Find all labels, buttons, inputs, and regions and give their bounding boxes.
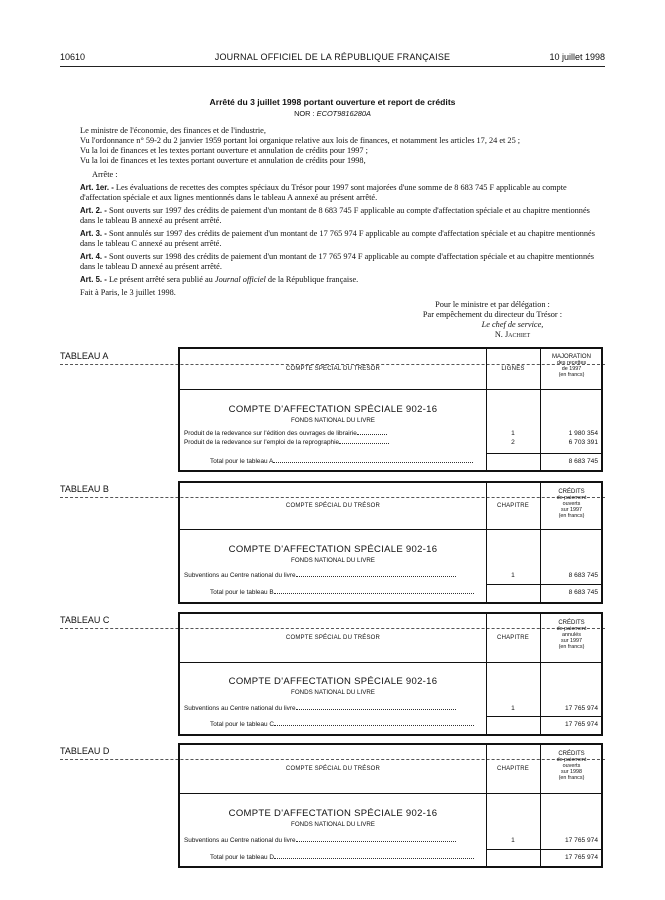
- page-number: 10610: [60, 52, 86, 62]
- account-subtitle: FONDS NATIONAL DU LIVRE: [291, 557, 375, 564]
- total-value: 17 765 974: [564, 721, 598, 728]
- total-value: 8 683 745: [568, 458, 598, 465]
- account-title: COMPTE D'AFFECTATION SPÉCIALE 902-16: [228, 544, 438, 555]
- account-subtitle: FONDS NATIONAL DU LIVRE: [291, 821, 375, 828]
- col-header-amount: [540, 620, 603, 650]
- header-rule: [180, 662, 601, 663]
- table-row-mid: 1: [511, 572, 515, 579]
- header-line: (en francs): [558, 775, 585, 781]
- nor-line: [0, 109, 665, 118]
- header-rule: [180, 529, 601, 530]
- total-label: Total pour le tableau D: [210, 854, 474, 861]
- header-line: CRÉDITS: [558, 620, 585, 626]
- header-line: ouverts: [562, 501, 581, 507]
- header-line: CRÉDITS: [558, 751, 585, 757]
- decree-body: [80, 126, 605, 180]
- col-header-account: COMPTE SPÉCIAL DU TRÉSOR: [285, 766, 381, 772]
- arrete-line: Arrête :: [92, 170, 118, 179]
- table-row-value: 17 765 974: [564, 705, 598, 712]
- signature-name: N. Jachiet: [494, 330, 531, 339]
- account-subtitle: FONDS NATIONAL DU LIVRE: [291, 417, 375, 424]
- table-row-label: Produit de la redevance sur l'emploi de la reprographie: [184, 439, 389, 446]
- table-label-a: TABLEAU A: [60, 351, 109, 361]
- total-value: 17 765 974: [564, 854, 598, 861]
- col-header-amount: [540, 751, 603, 781]
- article-label: Art. 2. -: [80, 206, 107, 215]
- col-header-account: COMPTE SPÉCIAL DU TRÉSOR: [285, 366, 381, 372]
- articles-block: [80, 183, 605, 298]
- signature-line: Par empêchement du directeur du Trésor :: [422, 310, 563, 319]
- article-text: Sont annulés sur 1997 des crédits de paiement d'un montant de 17 765 974 F applicable au compte d'affectation spéciale et au chapitre mentionnés dans le tableau C annexé au présent arrêté.: [80, 229, 595, 248]
- journal-title: JOURNAL OFFICIEL DE LA RÉPUBLIQUE FRANÇAISE: [214, 52, 451, 62]
- intro-line: Vu la loi de finances et les textes portant ouverture et annulation de crédits pour 1998,: [80, 156, 366, 165]
- signature-role: Le chef de service,: [481, 320, 544, 329]
- total-label: Total pour le tableau A: [210, 458, 473, 465]
- header-rule: [180, 389, 601, 390]
- article-4: [80, 252, 605, 272]
- header-line: ouverts: [562, 763, 581, 769]
- article-text: Les évaluations de recettes des comptes spéciaux du Trésor pour 1997 sont majorées d'une somme de 8 683 745 F applicable au compte d'affectation spéciale et aux lignes mentionnés dans le tableau A annexé au présent arrêté.: [80, 183, 567, 202]
- table-row-label: Subventions au Centre national du livre: [184, 837, 456, 844]
- col-header-mid: LIGNES: [501, 366, 525, 372]
- col-header-amount: [540, 489, 603, 519]
- article-label: Art. 4. -: [80, 252, 107, 261]
- header-line: des recettes: [556, 360, 587, 366]
- table-row-label: Subventions au Centre national du livre: [184, 572, 456, 579]
- article-5: [80, 275, 605, 285]
- header-line: (en francs): [558, 644, 585, 650]
- header-line: (en francs): [558, 513, 585, 519]
- header-line: sur 1997: [561, 638, 582, 644]
- account-title: COMPTE D'AFFECTATION SPÉCIALE 902-16: [228, 808, 438, 819]
- col-header-account: COMPTE SPÉCIAL DU TRÉSOR: [285, 503, 381, 509]
- article-2: [80, 206, 605, 226]
- header-line: de paiement: [556, 757, 587, 763]
- table-b: [178, 481, 603, 604]
- table-row-value: 17 765 974: [564, 837, 598, 844]
- header-line: annulés: [562, 632, 581, 638]
- article-text: Sont ouverts sur 1998 des crédits de paiement d'un montant de 17 765 974 F applicable au compte d'affectation spéciale et au chapitre mentionnés dans le tableau D annexé au présent arrêté.: [80, 252, 595, 271]
- article-label: Art. 1er. -: [80, 183, 114, 192]
- article-label: Art. 3. -: [80, 229, 107, 238]
- col-header-mid: CHAPITRE: [497, 766, 529, 772]
- table-label-d: TABLEAU D: [60, 746, 110, 756]
- account-subtitle: FONDS NATIONAL DU LIVRE: [291, 689, 375, 696]
- header-line: de 1997: [561, 366, 582, 372]
- total-rule: [486, 584, 601, 585]
- header-line: (en francs): [558, 372, 585, 378]
- table-row-mid: 2: [511, 439, 515, 446]
- total-value: 8 683 745: [568, 589, 598, 596]
- account-title: COMPTE D'AFFECTATION SPÉCIALE 902-16: [228, 676, 438, 687]
- table-c: [178, 612, 603, 736]
- total-rule: [486, 716, 601, 717]
- table-row-label: Produit de la redevance sur l'édition des ouvrages de librairie: [184, 430, 387, 437]
- article-3: [80, 229, 605, 249]
- col-header-amount: [540, 354, 603, 378]
- total-label: Total pour le tableau C: [210, 721, 474, 728]
- table-label-b: TABLEAU B: [60, 484, 109, 494]
- column-rule: [486, 745, 487, 866]
- table-row-label: Subventions au Centre national du livre: [184, 705, 456, 712]
- article-text-italic: Journal officiel: [214, 275, 266, 284]
- table-a: [178, 347, 603, 472]
- header-line: de paiement: [556, 626, 587, 632]
- table-d: [178, 743, 603, 868]
- header-line: MAJORATION: [552, 354, 591, 360]
- signature-line: Pour le ministre et par délégation :: [435, 300, 550, 309]
- table-row-mid: 1: [511, 705, 515, 712]
- table-row-mid: 1: [511, 837, 515, 844]
- header-line: CRÉDITS: [558, 489, 585, 495]
- article-text-before: Le présent arrêté sera publié au: [108, 275, 215, 284]
- signature-block: [380, 300, 605, 340]
- issue-date: 10 juillet 1998: [549, 52, 605, 62]
- header-rule: [180, 793, 601, 794]
- header-line: sur 1997: [561, 507, 582, 513]
- article-label: Art. 5. -: [80, 275, 107, 284]
- table-row-value: 1 980 354: [568, 430, 598, 437]
- col-header-mid: CHAPITRE: [497, 635, 529, 641]
- table-row-value: 8 683 745: [568, 572, 598, 579]
- intro-line: Vu l'ordonnance n° 59-2 du 2 janvier 1959 portant loi organique relative aux lois de finances, et notamment les articles 17, 24 et 25 ;: [80, 136, 521, 145]
- col-header-mid: CHAPITRE: [497, 503, 529, 509]
- header-line: de paiement: [556, 495, 587, 501]
- table-label-c: TABLEAU C: [60, 615, 110, 625]
- article-1: [80, 183, 605, 203]
- header-rule: [60, 66, 605, 67]
- col-header-account: COMPTE SPÉCIAL DU TRÉSOR: [285, 635, 381, 641]
- intro-line: Le ministre de l'économie, des finances et de l'industrie,: [80, 126, 266, 135]
- header-line: sur 1998: [561, 769, 582, 775]
- total-rule: [486, 849, 601, 850]
- article-text: Sont ouverts sur 1997 des crédits de paiement d'un montant de 8 683 745 F applicable au compte d'affectation spéciale et au chapitre mentionnés dans le tableau B annexé au présent arrêté.: [80, 206, 590, 225]
- total-label: Total pour le tableau B: [210, 589, 474, 596]
- table-row-mid: 1: [511, 430, 515, 437]
- done-at: Fait à Paris, le 3 juillet 1998.: [80, 288, 176, 297]
- total-rule: [486, 453, 601, 454]
- nor-label: NOR :: [294, 109, 315, 118]
- account-title: COMPTE D'AFFECTATION SPÉCIALE 902-16: [228, 404, 438, 415]
- table-row-value: 6 703 391: [568, 439, 598, 446]
- article-text-after: de la République française.: [265, 275, 359, 284]
- intro-line: Vu la loi de finances et les textes portant ouverture et annulation de crédits pour 1997 ;: [80, 146, 368, 155]
- nor-code: ECOT9816280A: [316, 109, 371, 118]
- decree-title: Arrêté du 3 juillet 1998 portant ouverture et report de crédits: [209, 97, 456, 107]
